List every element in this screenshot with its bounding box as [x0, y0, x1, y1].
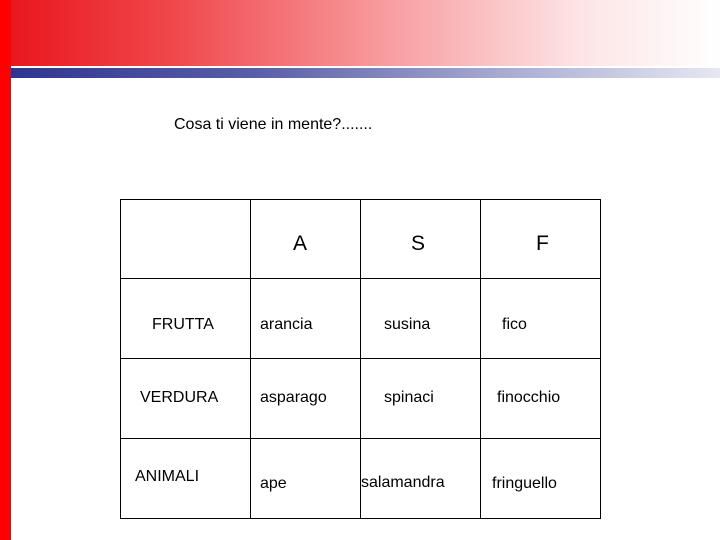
- table-divider-col2: [360, 199, 361, 519]
- table-cell: fico: [502, 316, 527, 333]
- table-cell: asparago: [260, 389, 327, 406]
- row-label-verdura: VERDURA: [140, 389, 219, 406]
- slide-title: Cosa ti viene in mente?.......: [174, 116, 373, 133]
- table-cell: fringuello: [492, 475, 557, 492]
- row-label-frutta: FRUTTA: [152, 316, 214, 333]
- table-cell: finocchio: [497, 389, 561, 406]
- left-red-bar: [0, 0, 11, 540]
- table-cell: spinaci: [384, 389, 434, 406]
- table-divider-col1: [250, 199, 251, 519]
- header-f: F: [536, 232, 549, 255]
- table-divider-col3: [480, 199, 481, 519]
- table-cell: susina: [384, 316, 431, 333]
- header-a: A: [293, 232, 308, 255]
- table-border-left: [120, 199, 121, 519]
- header-gradient-band: [0, 0, 720, 66]
- table-border-right: [600, 199, 601, 519]
- table-cell: arancia: [260, 316, 313, 333]
- table-cell: ape: [260, 475, 287, 492]
- header-s: S: [411, 232, 426, 255]
- blue-divider-stripe: [11, 68, 720, 78]
- row-label-animali: ANIMALI: [135, 468, 200, 485]
- table-cell: salamandra: [361, 474, 445, 491]
